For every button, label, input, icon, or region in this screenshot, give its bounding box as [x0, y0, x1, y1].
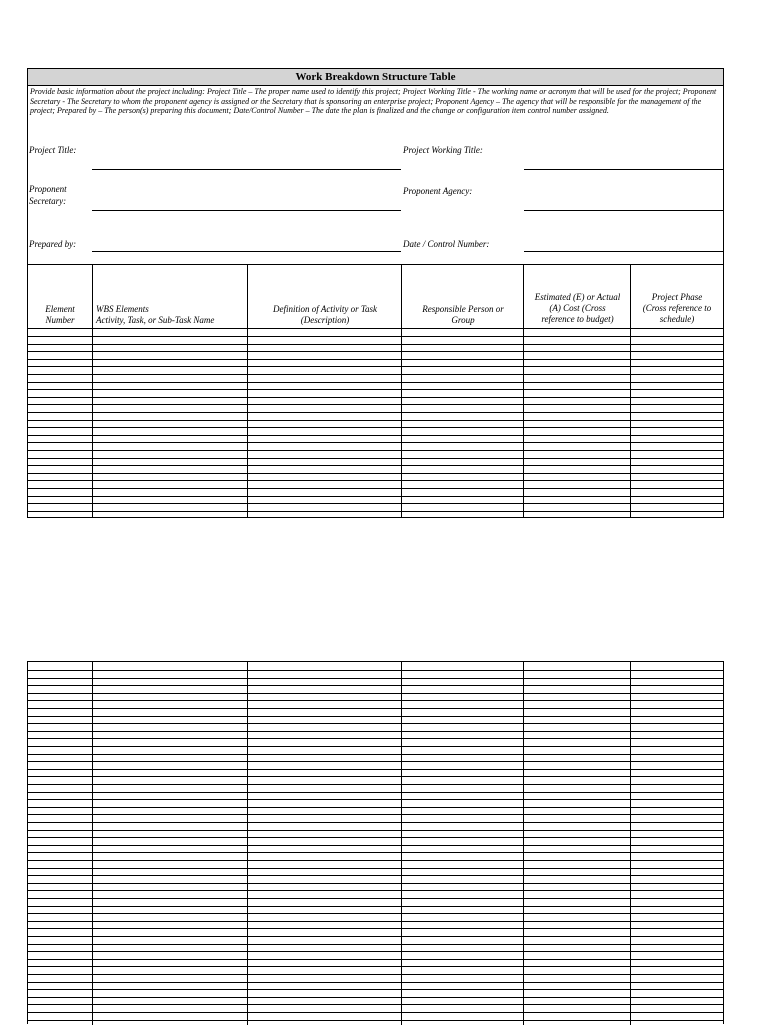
column-header-line: Activity, Task, or Sub-Task Name — [96, 315, 215, 325]
row-divider — [28, 860, 723, 861]
row-divider — [28, 344, 723, 345]
wbs-form — [27, 68, 724, 518]
row-divider — [28, 761, 723, 762]
date-control-number-field[interactable] — [524, 251, 723, 252]
row-divider — [28, 359, 723, 360]
row-divider — [28, 913, 723, 914]
row-divider — [28, 374, 723, 375]
row-divider — [28, 784, 723, 785]
row-divider — [28, 738, 723, 739]
row-divider — [28, 928, 723, 929]
prepared-by-field[interactable] — [92, 251, 401, 252]
form-title: Work Breakdown Structure Table — [28, 69, 723, 86]
column-header-line: reference to budget) — [541, 314, 614, 324]
row-divider — [28, 966, 723, 967]
row-divider — [28, 845, 723, 846]
column-header-line: Project Phase — [651, 292, 703, 302]
row-divider — [28, 799, 723, 800]
row-divider — [28, 435, 723, 436]
proponent-agency-field[interactable] — [524, 210, 723, 211]
row-divider — [28, 936, 723, 937]
column-header-line: Element — [45, 304, 75, 314]
row-divider — [28, 746, 723, 747]
row-divider — [28, 852, 723, 853]
row-divider — [28, 503, 723, 504]
row-divider — [28, 951, 723, 952]
column-header-line: (A) Cost (Cross — [549, 303, 606, 313]
column-header-line: (Description) — [300, 315, 350, 325]
column-header-wbs-elements — [96, 304, 250, 326]
header-bottom-border — [28, 328, 723, 329]
form-instructions: Provide basic information about the project including: Project Title – The proper name used to identify this project; Project Working Title - The working name or acronym that will be used for the project; Proponent Secretary - The Secretary to whom the proponent agency is assigned or the Secretary that is sponsoring an enterprise project; Proponent Agency – The agency that will be responsible for the management of the project; Prepared by – The person(s) preparing this document; Date/Control Number – The date the plan is finalized and the change or configuration item control number assigned. — [30, 87, 717, 115]
row-divider — [28, 336, 723, 337]
column-header-line: Responsible Person or — [422, 304, 504, 314]
row-divider — [28, 989, 723, 990]
row-divider — [28, 982, 723, 983]
row-divider — [28, 496, 723, 497]
row-divider — [28, 883, 723, 884]
row-divider — [28, 685, 723, 686]
row-divider — [28, 868, 723, 869]
date-control-number-label: Date / Control Number: — [403, 239, 490, 249]
column-header-definition — [248, 304, 402, 326]
project-working-title-field[interactable] — [524, 169, 723, 170]
project-title-field[interactable] — [92, 169, 401, 170]
row-divider — [28, 700, 723, 701]
column-header-project-phase — [631, 292, 723, 325]
column-header-line: Definition of Activity or Task — [273, 304, 377, 314]
row-divider — [28, 906, 723, 907]
row-divider — [28, 420, 723, 421]
row-divider — [28, 389, 723, 390]
row-divider — [28, 944, 723, 945]
row-divider — [28, 412, 723, 413]
row-divider — [28, 792, 723, 793]
row-divider — [28, 670, 723, 671]
row-divider — [28, 708, 723, 709]
row-divider — [28, 404, 723, 405]
proponent-agency-label: Proponent Agency: — [403, 186, 473, 196]
row-divider — [28, 488, 723, 489]
project-working-title-label: Project Working Title: — [403, 145, 483, 155]
column-header-line: (Cross reference to — [642, 303, 712, 313]
row-divider — [28, 1020, 723, 1021]
proponent-secretary-label-line1: Proponent — [29, 184, 67, 194]
row-divider — [28, 731, 723, 732]
row-divider — [28, 693, 723, 694]
row-divider — [28, 754, 723, 755]
row-divider — [28, 382, 723, 383]
row-divider — [28, 465, 723, 466]
row-divider — [28, 898, 723, 899]
row-divider — [28, 830, 723, 831]
row-divider — [28, 814, 723, 815]
row-divider — [28, 822, 723, 823]
header-top-border — [28, 264, 723, 265]
column-header-line: Estimated (E) or Actual — [534, 292, 621, 302]
row-divider — [28, 723, 723, 724]
row-divider — [28, 480, 723, 481]
row-divider — [28, 511, 723, 512]
wbs-table-continuation — [27, 661, 724, 1024]
row-divider — [28, 807, 723, 808]
row-divider — [28, 450, 723, 451]
column-header-line: schedule) — [659, 314, 695, 324]
row-divider — [28, 473, 723, 474]
row-divider — [28, 837, 723, 838]
row-divider — [28, 427, 723, 428]
row-divider — [28, 442, 723, 443]
row-divider — [28, 1004, 723, 1005]
project-title-label: Project Title: — [29, 145, 77, 155]
row-divider — [28, 997, 723, 998]
column-header-line: WBS Elements — [96, 304, 149, 314]
proponent-secretary-label-line2: Secretary: — [29, 196, 67, 206]
row-divider — [28, 716, 723, 717]
proponent-secretary-field[interactable] — [92, 210, 401, 211]
row-divider — [28, 875, 723, 876]
prepared-by-label: Prepared by: — [29, 239, 77, 249]
row-divider — [28, 1012, 723, 1013]
row-divider — [28, 397, 723, 398]
row-divider — [28, 974, 723, 975]
column-header-cost — [524, 292, 631, 325]
row-divider — [28, 769, 723, 770]
column-header-element-number — [28, 304, 92, 326]
column-header-responsible — [402, 304, 524, 326]
row-divider — [28, 678, 723, 679]
column-header-line: Group — [451, 315, 475, 325]
row-divider — [28, 776, 723, 777]
row-divider — [28, 366, 723, 367]
row-divider — [28, 921, 723, 922]
row-divider — [28, 959, 723, 960]
column-header-line: Number — [45, 315, 75, 325]
row-divider — [28, 351, 723, 352]
row-divider — [28, 458, 723, 459]
row-divider — [28, 890, 723, 891]
